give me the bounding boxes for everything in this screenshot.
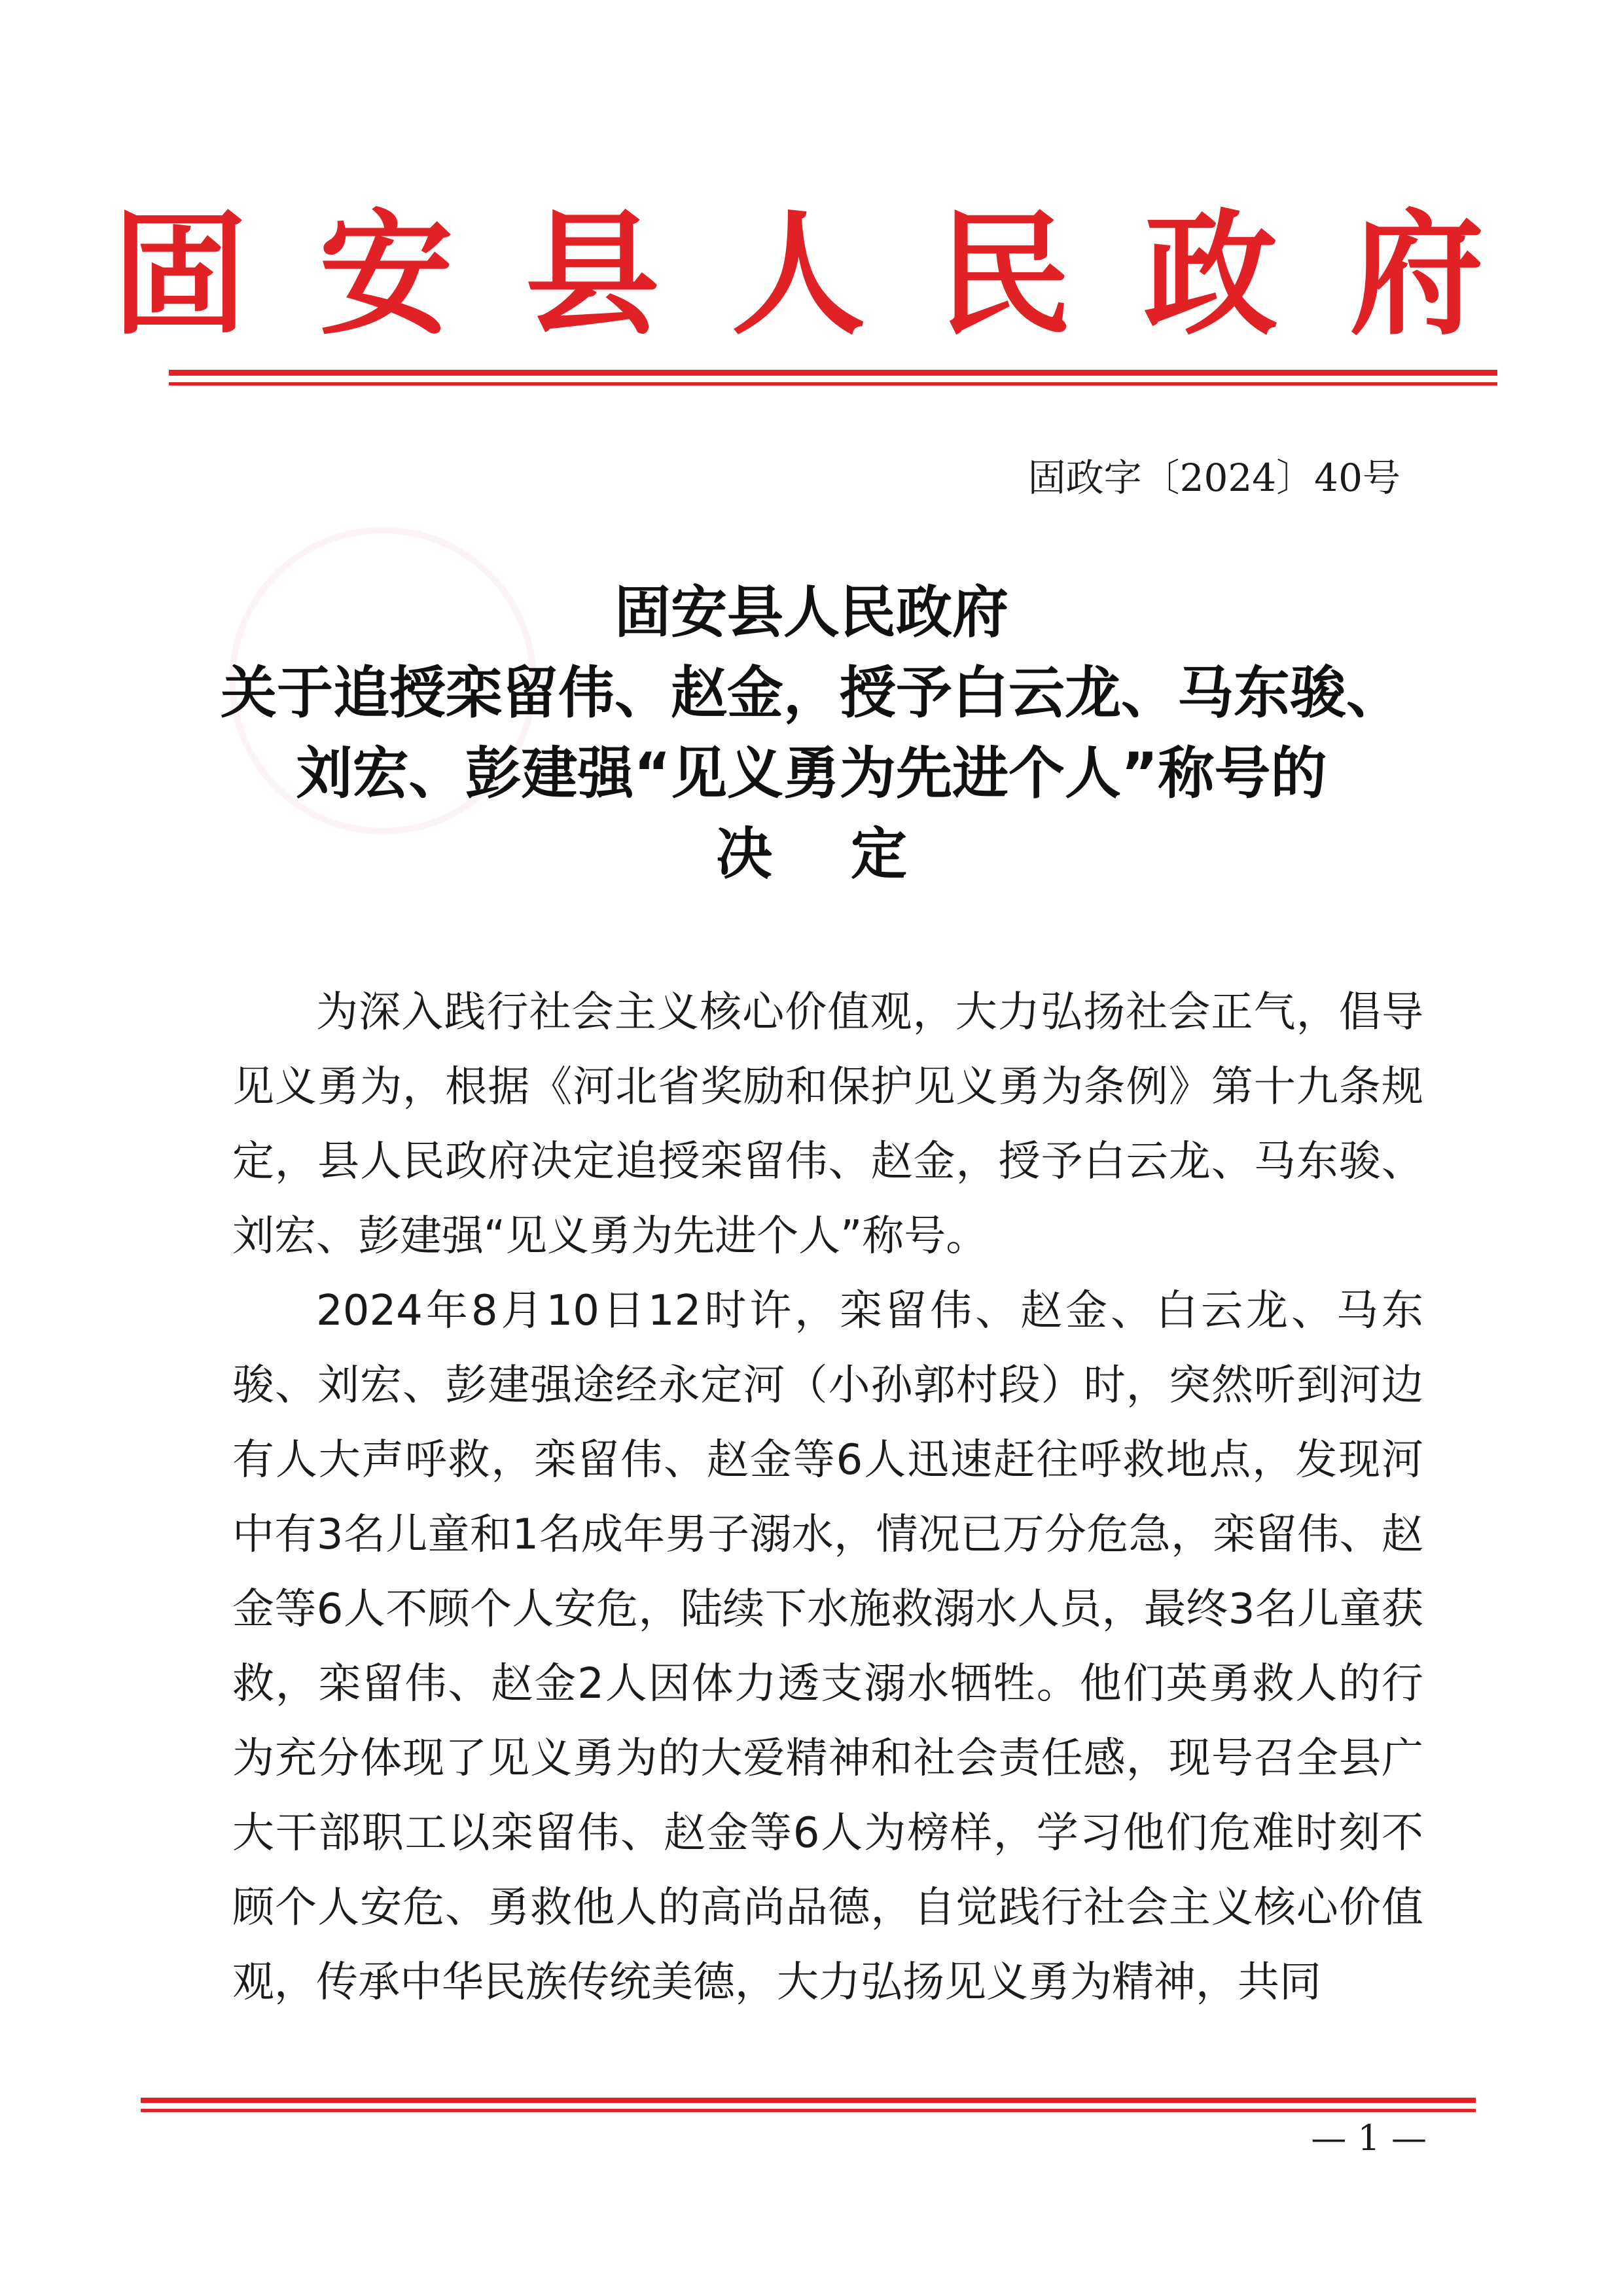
document-number: 固政字〔2024〕40号 — [1027, 456, 1400, 500]
title-line-3: 刘宏、彭建强“见义勇为先进个人”称号的 — [296, 741, 1327, 806]
footer-red-separator-thick — [141, 2098, 1476, 2103]
body-paragraph-1: 为深入践行社会主义核心价值观，大力弘扬社会正气，倡导见义勇为，根据《河北省奖励和保护见义勇为条例》第十九条规定，县人民政府决定追授栾留伟、赵金，授予白云龙、马东骏、刘宏、彭建强“见义勇为先进个人”称号。 — [232, 988, 1423, 1261]
red-separator-thin — [169, 382, 1497, 386]
title-line-2: 关于追授栾留伟、赵金，授予白云龙、马东骏、 — [221, 660, 1402, 726]
red-separator-thick — [169, 370, 1497, 376]
footer-red-separator-thin — [141, 2109, 1476, 2112]
body-paragraph-2: 2024年8月10日12时许，栾留伟、赵金、白云龙、马东骏、刘宏、彭建强途经永定河（小孙郭村段）时，突然听到河边有人大声呼救，栾留伟、赵金等6人迅速赶往呼救地点，发现河中有3名儿童和1名成年男子溺水，情况已万分危急，栾留伟、赵金等6人不顾个人安危，陆续下水施救溺水人员，最终3名儿童获救，栾留伟、赵金2人因体力透支溺水牺牲。他们英勇救人的行为充分体现了见义勇为的大爱精神和社会责任感，现号召全县广大干部职工以栾留伟、赵金等6人为榜样，学习他们危难时刻不顾个人安危、勇救他人的高尚品德，自觉践行社会主义核心价值观，传承中华民族传统美德，大力弘扬见义勇为精神，共同 — [232, 1287, 1423, 2007]
document-masthead: 固安县人民政府 — [113, 196, 1556, 353]
document-title — [196, 573, 1427, 895]
page-number: — 1 — — [1311, 2117, 1427, 2159]
title-line-issuer: 固安县人民政府 — [615, 580, 1008, 645]
document-body — [232, 975, 1423, 2020]
title-line-decision: 决定 — [716, 821, 986, 887]
